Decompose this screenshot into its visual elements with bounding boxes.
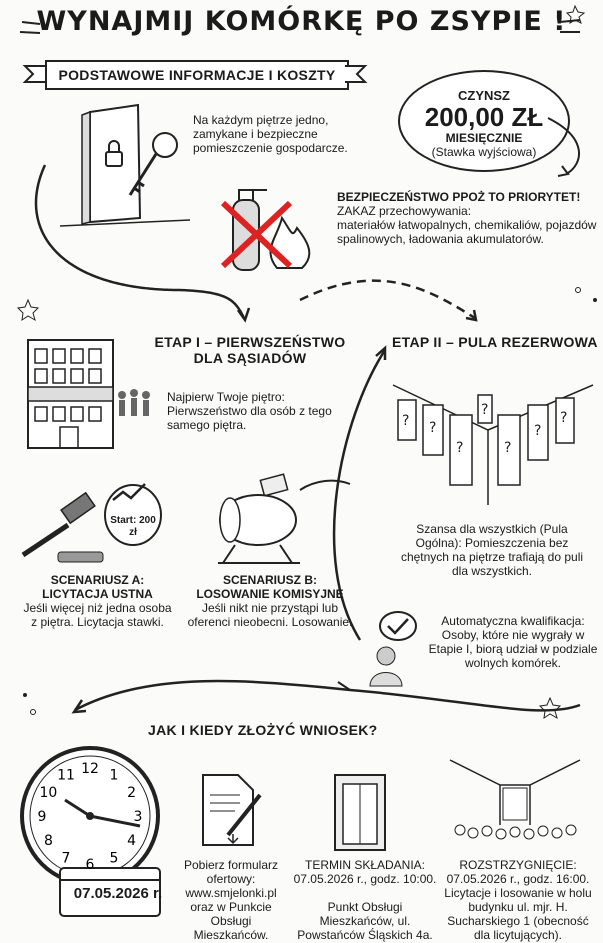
- building-icon: [20, 335, 160, 455]
- deadline-place: Punkt Obsługi Mieszkańców, ul. Powstańców Śląskich 4a.: [297, 900, 433, 942]
- form-info: Pobierz formularz ofertowy: www.smjelonki.pl oraz w Punkcie Obsługi Mieszkańców.: [183, 858, 279, 942]
- calendar-date: 07.05.2026 r.: [73, 885, 163, 902]
- form-document-icon: [198, 770, 268, 850]
- rent-amount: 200,00 ZŁ: [424, 102, 544, 132]
- clock-numeral: 9: [37, 809, 47, 825]
- svg-text:?: ?: [481, 402, 489, 418]
- clock-numeral: 4: [127, 833, 137, 849]
- fire-ban: ZAKAZ przechowywania:: [337, 204, 472, 218]
- how-title: JAK I KIEDY ZŁOŻYĆ WNIOSEK?: [148, 722, 378, 738]
- stage1-text: Najpierw Twoje piętro: Pierwszeństwo dla osób z tego samego piętra.: [167, 390, 332, 432]
- elevator-door-icon: [330, 770, 390, 850]
- section-banner: PODSTAWOWE INFORMACJE I KOSZTY: [45, 60, 349, 90]
- clock-numeral: 7: [61, 850, 71, 867]
- hall-crowd-icon: [445, 755, 585, 850]
- auction-start-bubble: Start: 200 zł: [110, 515, 156, 538]
- doors-corridor-icon: [388, 370, 598, 510]
- fire-list: materiałów łatwopalnych, chemikaliów, pojazdów spalinowych, ładowania akumulatorów.: [337, 218, 597, 246]
- deadline-info: [290, 858, 440, 942]
- deadline-title: TERMIN SKŁADANIA:: [304, 858, 426, 872]
- rent-period: MIESIĘCZNIE: [445, 131, 523, 145]
- scenario-a-title: SCENARIUSZ A: LICYTACJA USTNA: [42, 573, 153, 601]
- auto-text: Osoby, które nie wygrały w Etapie I, biorą udział w podziale wolnych komórek.: [428, 628, 598, 670]
- clock-numeral: 12: [81, 761, 99, 777]
- resolution-info: [443, 858, 593, 942]
- svg-text:?: ?: [534, 423, 542, 439]
- clock-numeral: 1: [109, 767, 119, 784]
- clock-numeral: 8: [43, 833, 53, 849]
- storage-info-text: Na każdym piętrze jedno, zamykane i bezpieczne pomieszczenie gospodarcze.: [193, 113, 348, 155]
- scenario-b-text: Jeśli nikt nie przystąpi lub oferenci nieobecni. Losowanie.: [187, 601, 353, 629]
- scenario-a-text: Jeśli więcej niż jedna osoba z piętra. Licytacja stawki.: [23, 601, 172, 629]
- stage2-title: ETAP II – PULA REZERWOWA: [392, 334, 598, 350]
- stage2-text: Szansa dla wszystkich (Pula Ogólna): Pomieszczenia bez chętnych na piętrze trafiają do puli dla wszystkich.: [400, 522, 584, 578]
- svg-text:?: ?: [456, 440, 464, 456]
- page-title: WYNAJMIJ KOMÓRKĘ PO ZSYPIE !: [36, 6, 567, 37]
- resolution-title: ROZSTRZYGNIĘCIE:: [459, 858, 577, 872]
- rent-note: (Stawka wyjściowa): [431, 145, 537, 159]
- lottery-drum-icon: [190, 465, 350, 565]
- clock-numeral: 11: [57, 767, 75, 784]
- clock-numeral: 5: [109, 850, 119, 867]
- svg-text:?: ?: [402, 413, 410, 429]
- scenario-b: [185, 573, 355, 629]
- resolution-text: 07.05.2026 r., godz. 16:00. Licytacje i losowanie w holu budynku ul. mjr. H. Sucharskiego 1 (obecność dla licytujących).: [444, 872, 592, 942]
- svg-text:?: ?: [429, 420, 437, 436]
- clock-numeral: 2: [127, 785, 137, 801]
- fire-heading: BEZPIECZEŃSTWO PPOŻ TO PRIORYTET!: [337, 190, 581, 204]
- deadline-date: 07.05.2026 r., godz. 10:00.: [293, 872, 437, 886]
- scenario-a: [20, 573, 175, 629]
- clock-numeral: 3: [133, 809, 143, 825]
- scenario-b-title: SCENARIUSZ B: LOSOWANIE KOMISYJNE: [196, 573, 344, 601]
- stage1-title: ETAP I – PIERWSZEŃSTWO DLA SĄSIADÓW: [154, 334, 346, 366]
- rent-label: CZYNSZ: [458, 88, 510, 103]
- auto-qualification: [428, 614, 598, 670]
- auto-title: Automatyczna kwalifikacja:: [441, 614, 585, 628]
- clock-numeral: 6: [85, 857, 95, 873]
- svg-text:?: ?: [560, 410, 568, 426]
- svg-text:?: ?: [504, 440, 512, 456]
- clock-numeral: 10: [39, 785, 58, 801]
